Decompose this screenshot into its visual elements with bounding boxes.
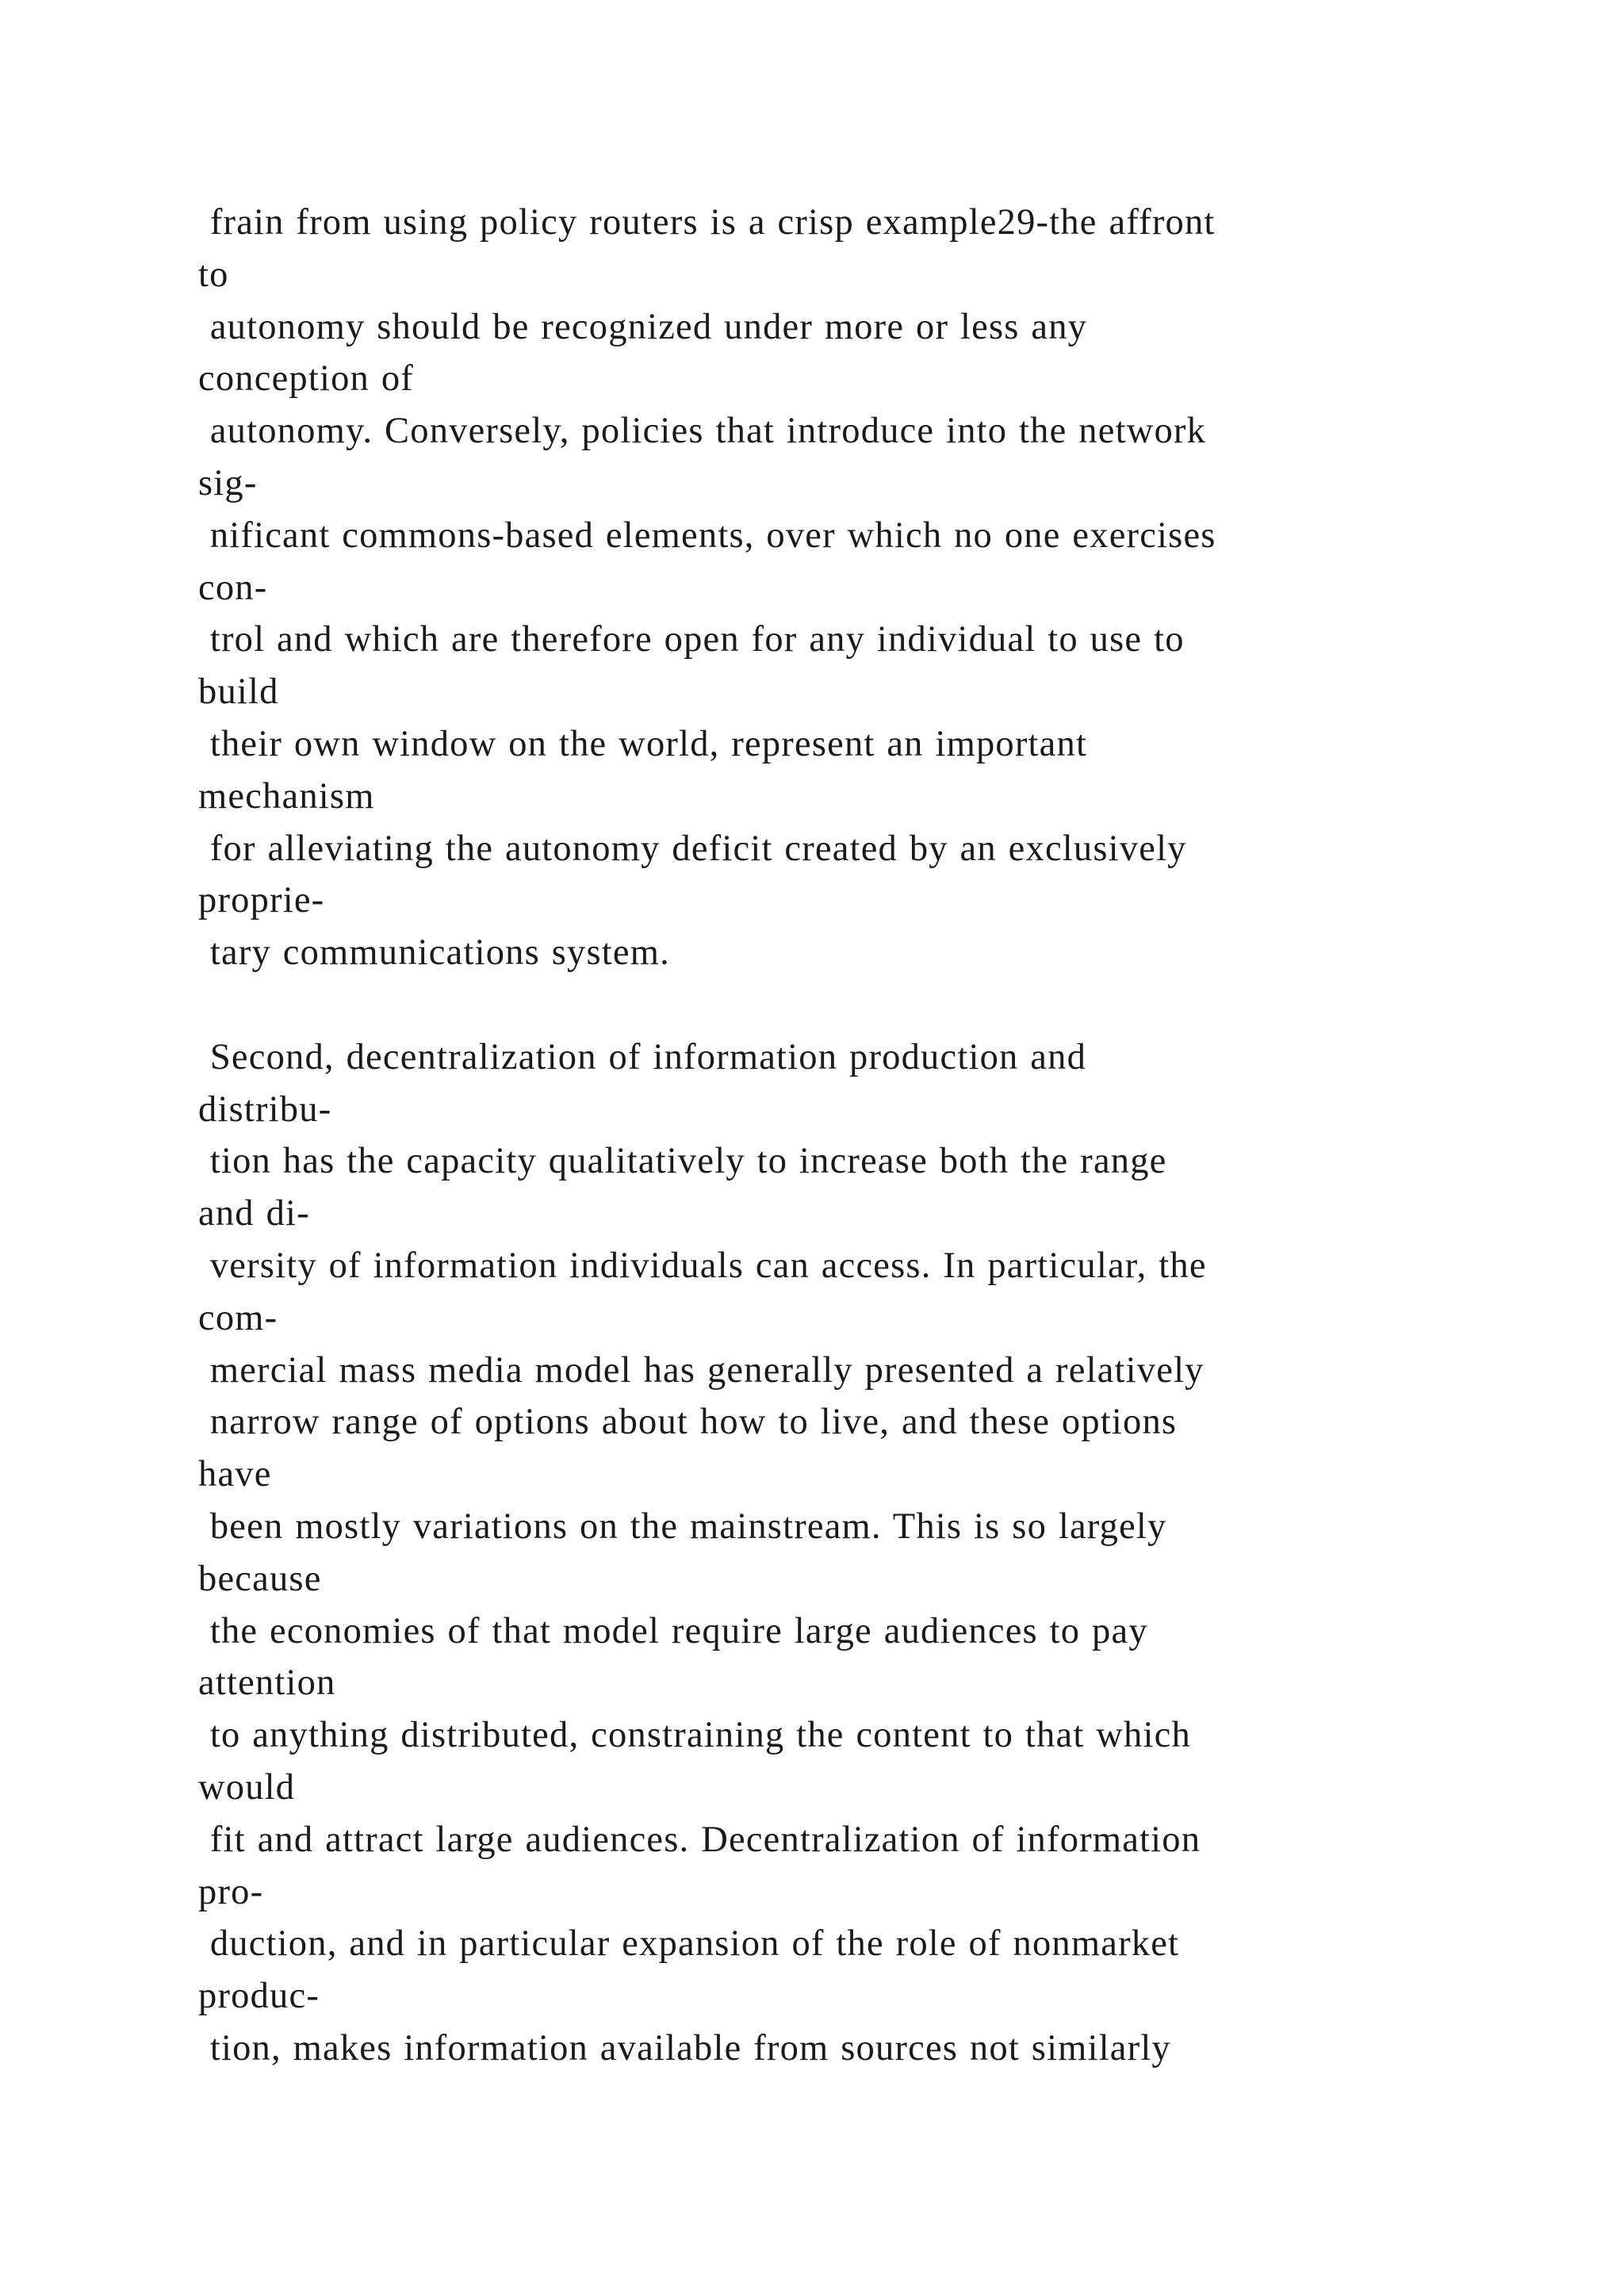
text-line: autonomy should be recognized under more or less any: [198, 306, 1088, 347]
text-line: com-: [198, 1297, 278, 1338]
paragraph-break: [198, 979, 1515, 1031]
text-line: nificant commons-based elements, over which no one exercises: [198, 515, 1216, 556]
paragraph-1: [198, 197, 1515, 979]
text-line: distribu-: [198, 1089, 332, 1130]
text-line: Second, decentralization of information production and: [198, 1036, 1087, 1077]
text-line: because: [198, 1558, 322, 1599]
text-line: autonomy. Conversely, policies that introduce into the network: [198, 411, 1207, 452]
paragraph-2: [198, 1031, 1515, 2075]
text-line: trol and which are therefore open for any individual to use to: [198, 619, 1185, 660]
text-line: to: [198, 254, 229, 295]
text-line: for alleviating the autonomy deficit created by an exclusively: [198, 828, 1187, 869]
text-line: build: [198, 672, 279, 713]
text-line: con-: [198, 567, 268, 608]
text-line: frain from using policy routers is a crisp example29-the affront: [198, 202, 1216, 243]
text-line: proprie-: [198, 880, 325, 921]
text-line: and di-: [198, 1193, 310, 1234]
text-line: to anything distributed, constraining the content to that which: [198, 1715, 1191, 1756]
text-line: their own window on the world, represent an important: [198, 723, 1088, 764]
text-line: pro-: [198, 1871, 264, 1912]
text-line: duction, and in particular expansion of the role of nonmarket: [198, 1923, 1180, 1965]
text-line: sig-: [198, 462, 258, 503]
text-line: attention: [198, 1663, 336, 1704]
document-text: [198, 197, 1515, 2075]
text-line: narrow range of options about how to live, and these options: [198, 1402, 1178, 1443]
text-line: produc-: [198, 1976, 320, 2017]
text-line: versity of information individuals can access. In particular, the: [198, 1245, 1207, 1286]
text-line: mechanism: [198, 775, 375, 817]
text-line: mercial mass media model has generally presented a relatively: [198, 1349, 1205, 1391]
text-line: tion, makes information available from sources not similarly: [198, 2027, 1171, 2068]
text-line: fit and attract large audiences. Decentralization of information: [198, 1819, 1201, 1860]
text-line: been mostly variations on the mainstream. This is so largely: [198, 1506, 1167, 1547]
text-line: conception of: [198, 358, 414, 400]
text-line: tion has the capacity qualitatively to increase both the range: [198, 1141, 1167, 1182]
text-line: have: [198, 1454, 272, 1495]
text-line: the economies of that model require large audiences to pay: [198, 1610, 1148, 1651]
text-line: tary communications system.: [198, 932, 670, 974]
text-line: would: [198, 1766, 296, 1808]
